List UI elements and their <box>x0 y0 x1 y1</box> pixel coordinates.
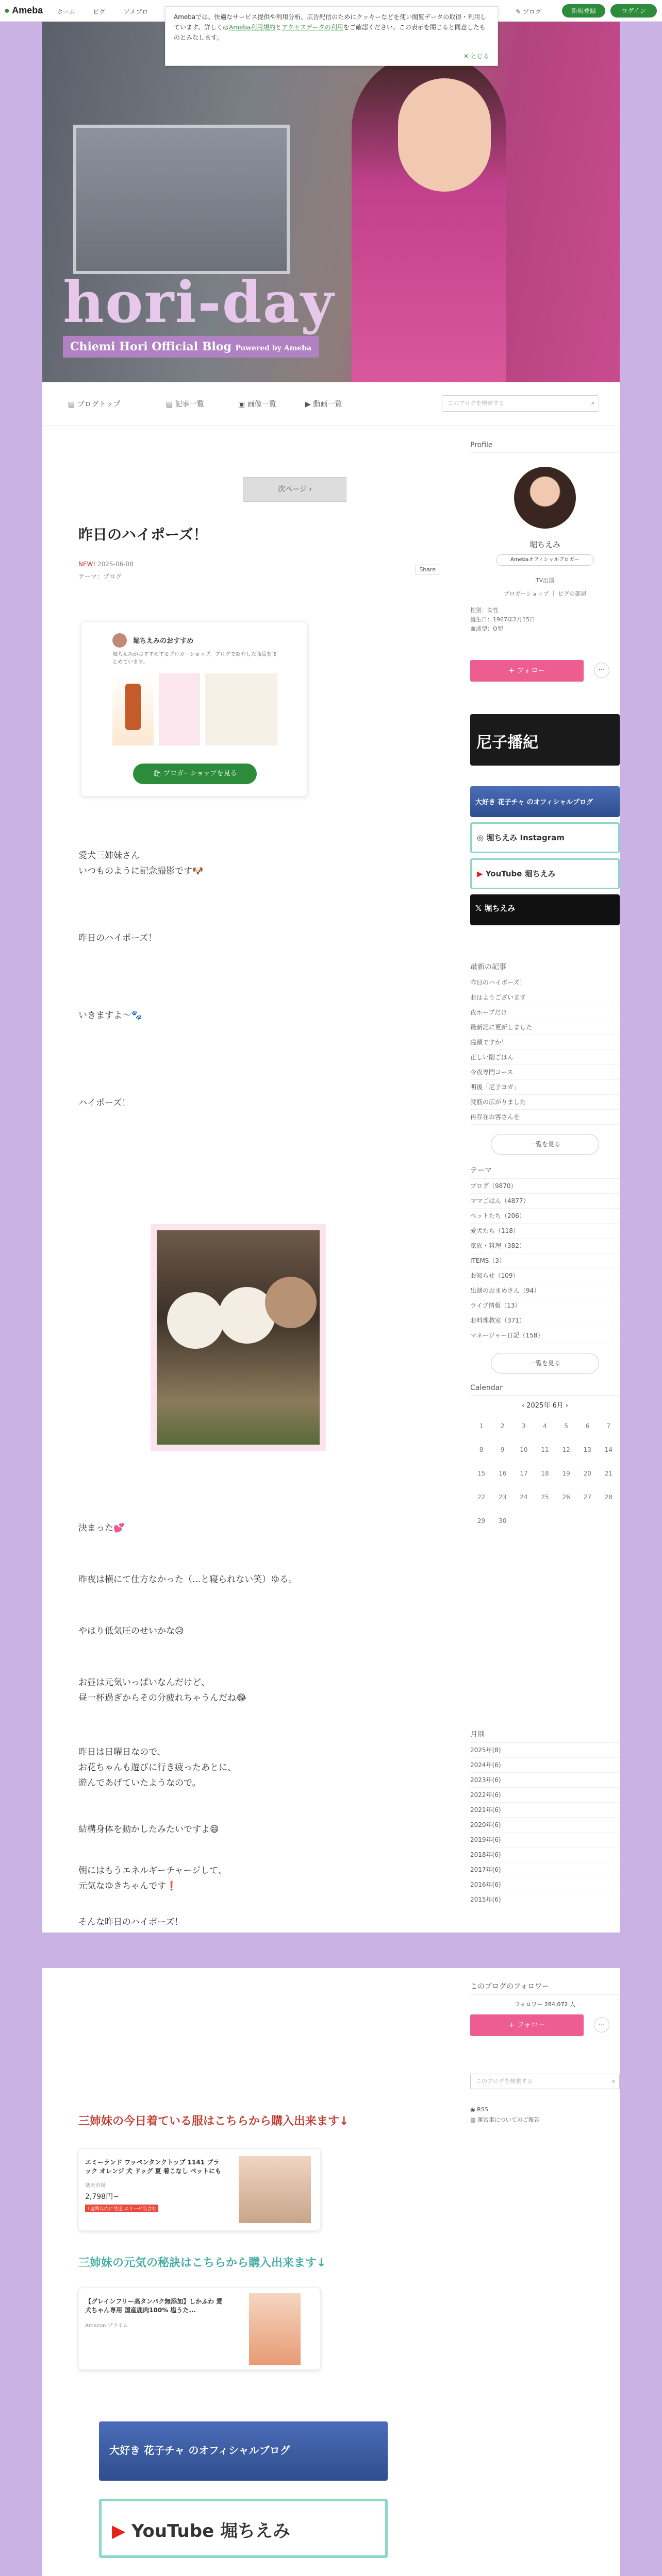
archive-link[interactable]: 2021年(6) <box>470 1803 620 1818</box>
related-blog-banner[interactable]: 大好き 花子チャ のオフィシャルブログ <box>470 786 620 817</box>
blog-subtitle: Chiemi Hori Official Blog Powered by Ameba <box>63 336 319 358</box>
themes-section <box>470 1165 620 1343</box>
recommend-name: 堀ちえみのおすすめ <box>133 637 194 645</box>
more-icon[interactable]: ⋯ <box>594 663 609 678</box>
post-paragraph: 昨夜は横にて仕方なかった（...と寝られない笑）ゆる。 <box>78 1574 297 1585</box>
theme-link[interactable]: 愛犬たち（118） <box>470 1224 620 1239</box>
theme-link[interactable]: マネージャー日記（158） <box>470 1328 620 1343</box>
person-face <box>398 78 491 192</box>
product-card[interactable] <box>78 2148 321 2231</box>
main-page-lower <box>42 1968 620 2576</box>
post-title[interactable]: 昨日のハイポーズ！ <box>78 526 208 543</box>
followers-heading: このブログのフォロワー <box>470 1981 620 1995</box>
book-banner[interactable]: 尼子播紀 <box>470 714 620 766</box>
youtube-banner[interactable]: ▶ YouTube 堀ちえみ <box>470 858 620 889</box>
nav-blog-top[interactable]: ▤ ブログトップ <box>68 400 121 409</box>
nav-images[interactable]: ▣ 画像一覧 <box>238 400 276 409</box>
calendar-heading: Calendar <box>470 1384 620 1396</box>
followers-section <box>470 1981 620 2008</box>
dog <box>265 1277 317 1328</box>
theme-link[interactable]: お料理教室（371） <box>470 1313 620 1328</box>
recent-post-link[interactable]: 今夜専門コース <box>470 1065 620 1080</box>
notice-close-button[interactable]: ✕ とじる <box>464 53 489 60</box>
recent-more-button[interactable]: 一覧を見る <box>491 1134 599 1155</box>
recent-heading: 最新の記事 <box>470 961 620 975</box>
more-icon[interactable]: ⋯ <box>594 2017 609 2032</box>
product-image[interactable] <box>249 2293 301 2365</box>
youtube-banner[interactable]: ▶ YouTube 堀ちえみ <box>99 2499 388 2558</box>
main-page <box>42 426 620 1933</box>
archive-link[interactable]: 2024年(6) <box>470 1758 620 1773</box>
post-paragraph: 昨日は日曜日なので、 お花ちゃんも遊びに行き疲ったあとに、 遊んであげていたようなので。 <box>78 1747 236 1788</box>
recent-post-link[interactable]: 就筋の広がりました <box>470 1095 620 1110</box>
theme-heading: テーマ <box>470 1165 620 1179</box>
dog <box>167 1292 224 1349</box>
profile-avatar[interactable] <box>514 467 576 529</box>
official-badge: Amebaオフィシャルブロガー <box>496 554 594 566</box>
related-blog-banner[interactable]: 大好き 花子チャ のオフィシャルブログ <box>99 2421 388 2481</box>
theme-link[interactable]: ITEMS（3） <box>470 1253 620 1268</box>
nav-pigg[interactable]: ピグ <box>93 8 106 15</box>
search-icon[interactable]: ⌕ <box>611 2078 615 2084</box>
recent-post-link[interactable]: 再存在お客さんを <box>470 1110 620 1125</box>
profile-heading: Profile <box>470 441 620 453</box>
nav-ameblo[interactable]: アメブロ <box>124 8 148 15</box>
theme-link[interactable]: ブログ（9870） <box>470 1179 620 1194</box>
nav-videos[interactable]: ▶ 動画一覧 <box>305 400 342 409</box>
login-button[interactable]: ログイン <box>610 4 657 18</box>
recent-post-link[interactable]: 正しい剛ごはん <box>470 1050 620 1065</box>
post-theme[interactable]: テーマ：ブログ <box>78 573 122 580</box>
access-data-link[interactable]: アクセスデータの利用 <box>282 24 343 31</box>
archive-link[interactable]: 2015年(6) <box>470 1892 620 1907</box>
follow-button[interactable]: + フォロー <box>470 2014 584 2036</box>
post-paragraph: そんな昨日のハイポーズ！ <box>78 1917 184 1927</box>
post-paragraph: 朝にはもうエネルギーチャージして、 元気なゆきちゃんです❗ <box>78 1866 227 1891</box>
product-image[interactable] <box>112 673 154 745</box>
x-banner[interactable]: 𝕏 堀ちえみ <box>470 894 620 925</box>
shop-button[interactable]: 🛍 ブロガーショップを見る <box>133 764 257 784</box>
profile-links[interactable]: ブロガーショップ ｜ ピグの部屋 <box>503 590 587 597</box>
archive-section <box>470 1729 620 1907</box>
sidebar-footer-links <box>470 2105 540 2125</box>
recent-post-link[interactable]: 昨日のハイポーズ！ <box>470 975 620 990</box>
post-paragraph: やはり低気圧のせいかな😥 <box>78 1626 184 1636</box>
product-image[interactable] <box>239 2156 311 2223</box>
archive-heading: 月別 <box>470 1729 620 1743</box>
product-title[interactable]: 【グレインフリー高タンパク無添加】しかふわ 愛犬ちゃん専用 国産鹿肉100% 塩うた... <box>85 2298 223 2314</box>
post-paragraph: ハイポーズ！ <box>78 1098 131 1108</box>
profile-section <box>470 441 620 632</box>
theme-link[interactable]: ライブ情報（13） <box>470 1298 620 1313</box>
post-paragraph: 愛犬三姉妹さん いつものように記念撮影です🐶 <box>78 851 204 876</box>
product-badge: 1週間以内に発送 エリーゼ品含む <box>85 2205 158 2212</box>
product-title[interactable]: エミーランド ワッペンタンクトップ 1141 ブラック オレンジ 犬 ドッグ 夏 着こなし ペットにも <box>85 2159 221 2175</box>
post-paragraph: いきますよ〜🐾 <box>78 1010 142 1021</box>
nav-articles[interactable]: ▤ 記事一覧 <box>166 400 204 409</box>
calendar-month: ‹ 2025年 6月 › <box>521 1402 569 1410</box>
terms-link[interactable]: Ameba利用規約 <box>229 24 276 31</box>
recent-post-link[interactable]: 寝顔ですか！ <box>470 1035 620 1050</box>
post-date: NEW! 2025-06-08 <box>78 561 134 568</box>
archive-link[interactable]: 2022年(6) <box>470 1788 620 1803</box>
profile-name[interactable]: 堀ちえみ <box>529 540 560 549</box>
product-store: 楽天市場 <box>85 2183 106 2189</box>
post-paragraph: 結構身体を動かしたみたいですよ😄 <box>78 1824 219 1835</box>
search-icon[interactable]: ⌕ <box>591 400 594 406</box>
rss-link[interactable]: ◉ RSS <box>470 2106 488 2113</box>
register-button[interactable]: 新規登録 <box>562 4 605 18</box>
profile-details: 性別：女性 誕生日：1967年2月15日 血液型：O型 <box>470 607 535 632</box>
product-image[interactable] <box>205 673 277 745</box>
blog-nav <box>42 382 620 426</box>
recent-post-link[interactable]: 夜ホープだけ <box>470 1005 620 1020</box>
recent-posts-section <box>470 961 620 1125</box>
blog-search-input[interactable]: このブログを検索する ⌕ <box>442 395 599 412</box>
calendar-section <box>470 1384 620 1533</box>
post-paragraph: 昨日のハイポーズ！ <box>78 933 157 943</box>
product-store: Amazon プライム <box>85 2323 128 2329</box>
nav-home[interactable]: ホーム <box>57 8 76 15</box>
archive-link[interactable]: 2025年(8) <box>470 1743 620 1758</box>
sidebar-search-input[interactable]: このブログを検索する ⌕ <box>470 2074 620 2089</box>
theme-link[interactable]: 家族・料理（382） <box>470 1239 620 1253</box>
archive-link[interactable]: 2020年(6) <box>470 1818 620 1833</box>
product-image[interactable] <box>159 673 200 745</box>
blog-title[interactable]: hori-day <box>63 269 335 335</box>
ameba-logo[interactable]: ● Ameba <box>4 5 43 15</box>
recent-post-link[interactable]: 明後「尼子ヨガ」 <box>470 1080 620 1095</box>
window-frame <box>73 125 290 274</box>
report-link[interactable]: ▤ 運営事についてのご報告 <box>470 2116 540 2123</box>
product-price: 2,798円~ <box>85 2193 119 2201</box>
archive-link[interactable]: 2018年(6) <box>470 1848 620 1862</box>
theme-link[interactable]: お知らせ（109） <box>470 1268 620 1283</box>
post-header <box>78 523 439 581</box>
post-paragraph: お昼は元気いっぱいなんだけど、 昼一杯過ぎからその分疲れちゃうんだね😂 <box>78 1677 246 1703</box>
theme-link[interactable]: 出演のおまめさん（94） <box>470 1283 620 1298</box>
recent-post-link[interactable]: 最新記に更新しました <box>470 1020 620 1035</box>
avatar <box>112 633 127 648</box>
instagram-banner[interactable]: ◎ 堀ちえみ Instagram <box>470 822 620 853</box>
recent-post-link[interactable]: おはようございます <box>470 990 620 1005</box>
post-paragraph: 決まった💕 <box>78 1523 125 1533</box>
calendar-grid: 1 2 3 4 5 6 7 8 9 10 11 12 13 14 15 16 17 18 19 20 21 22 23 24 25 26 27 28 29 30 <box>477 1422 613 1524</box>
cookie-notice: Amebaでは、快適なサービス提供や利用分析、広告配信のためにクッキーなどを使い閲覧データの取得・利用しています。詳しくはAmeba利用規約とアクセスデータの利用をご確認ください。この表示を閉じると同意したものとみなします。 ✕ とじる <box>165 6 498 66</box>
post-photo-dogs[interactable] <box>151 1224 326 1451</box>
profile-job: TV出演 <box>535 577 555 584</box>
next-page-button[interactable]: 次ページ › <box>243 477 346 502</box>
theme-link[interactable]: ペットたち（206） <box>470 1209 620 1224</box>
shop-heading-food: 三姉妹の元気の秘訣はこちらから購入出来ます↓ <box>78 2257 326 2269</box>
blog-header-image <box>42 22 620 382</box>
share-button[interactable]: Share <box>416 565 439 574</box>
theme-link[interactable]: ママごはん（4877） <box>470 1194 620 1209</box>
product-card[interactable] <box>78 2287 321 2370</box>
recommend-card <box>81 621 308 796</box>
archive-link[interactable]: 2017年(6) <box>470 1862 620 1877</box>
write-blog-link[interactable]: ✎ ブログ <box>516 8 541 15</box>
themes-more-button[interactable]: 一覧を見る <box>491 1353 599 1374</box>
recommend-desc: 堀ちえみがおすすめするプロガーショップ。ブログで紹介した商品をまとめています。 <box>112 652 277 665</box>
follow-button[interactable]: + フォロー <box>470 660 584 682</box>
archive-link[interactable]: 2023年(6) <box>470 1773 620 1788</box>
followers-count: フォロワー 284,072 人 <box>515 2001 575 2008</box>
archive-link[interactable]: 2016年(6) <box>470 1877 620 1892</box>
archive-link[interactable]: 2019年(6) <box>470 1833 620 1848</box>
shop-heading-clothes: 三姉妹の今日着ている服はこちらから購入出来ます↓ <box>78 2115 349 2128</box>
